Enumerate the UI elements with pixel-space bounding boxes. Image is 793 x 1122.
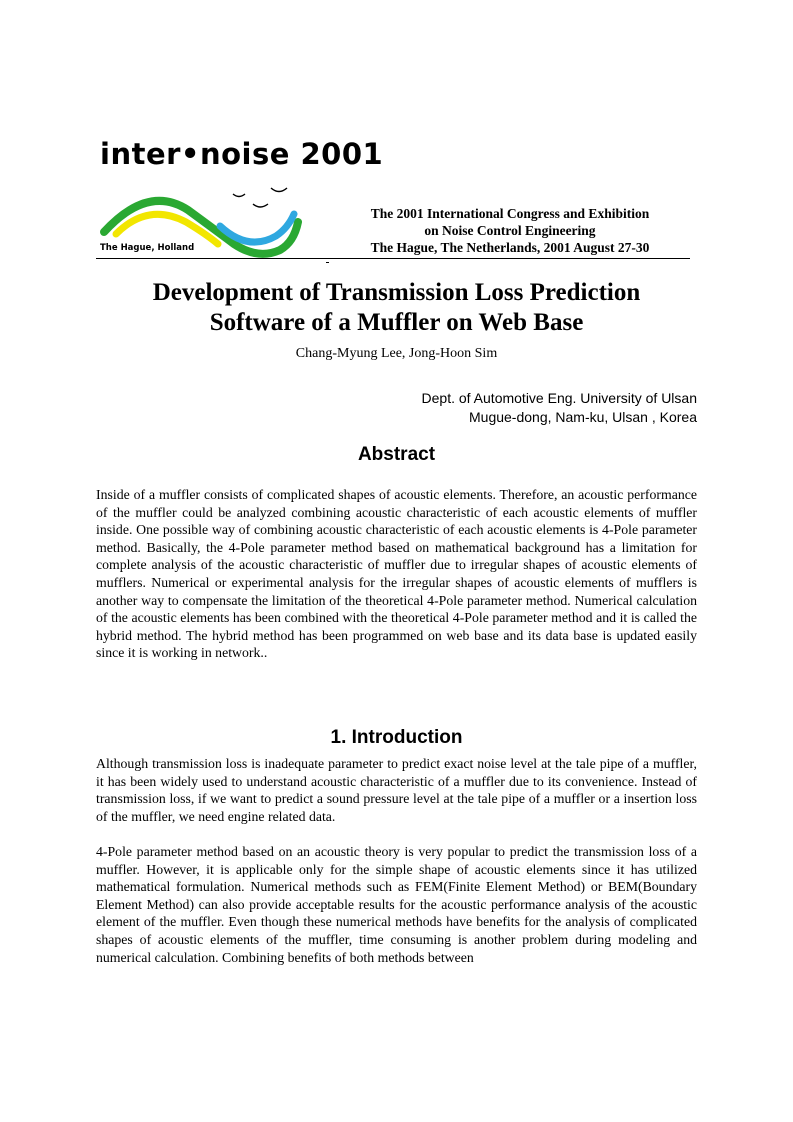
paper-authors: Chang-Myung Lee, Jong-Hoon Sim bbox=[295, 346, 498, 361]
logo-smile-2 bbox=[271, 188, 287, 192]
paper-title bbox=[96, 278, 697, 338]
logo-smile-3 bbox=[253, 204, 268, 207]
author-affiliation bbox=[300, 389, 697, 427]
introduction-paragraph-1: Although transmission loss is inadequate parameter to predict exact noise level at the tale pipe of a muffler, it has been widely used to understand acoustic characteristic of a muffler due to its convenience. Instead of transmission loss, if we want to predict a sound pressure level at the tale pipe of a muffler or a insertion loss of the muffler, we need engine related data. bbox=[96, 756, 697, 824]
conference-line-1: The 2001 International Congress and Exhibition bbox=[370, 206, 650, 221]
logo-city-label: The Hague, Holland bbox=[100, 243, 195, 253]
header-divider-mark bbox=[326, 262, 329, 263]
conference-line-3: The Hague, The Netherlands, 2001 August 27-30 bbox=[370, 240, 650, 255]
introduction-heading: 1. Introduction bbox=[330, 727, 463, 748]
paper-title-line-1: Development of Transmission Loss Prediction bbox=[152, 279, 641, 306]
abstract-heading: Abstract bbox=[357, 444, 436, 465]
abstract-text: Inside of a muffler consists of complicated shapes of acoustic elements. Therefore, an acoustic performance of the muffler could be analyzed combining acoustic characteristic of each acoustic elements of muffler inside. One possible way of combining acoustic characteristic of each acoustic elements is 4-Pole parameter method. Basically, the 4-Pole parameter method based on mathematical background has a limitation for complete analysis of the acoustic characteristic of muffler due to irregular shapes of acoustic elements of mufflers. Numerical or experimental analysis for the irregular shapes of acoustic elements of mufflers is another way to compensate the limitation of the theoretical 4-Pole parameter method. Numerical calculation of the acoustic elements has been combined with the theoretical 4-Pole parameter method and it is called the hybrid method. The hybrid method has been programmed on web base and its data base is updated easily since it is working in network.. bbox=[96, 487, 697, 661]
affiliation-line-1: Dept. of Automotive Eng. University of Ulsan bbox=[421, 390, 697, 406]
logo-smile-1 bbox=[233, 194, 245, 197]
logo-blue-wave bbox=[220, 214, 294, 242]
paper-title-line-2: Software of a Muffler on Web Base bbox=[209, 309, 584, 336]
affiliation-line-2: Mugue-dong, Nam-ku, Ulsan , Korea bbox=[469, 409, 697, 425]
conference-line-2: on Noise Control Engineering bbox=[424, 223, 596, 238]
conference-info bbox=[335, 205, 685, 256]
introduction-paragraph-2: 4-Pole parameter method based on an acoustic theory is very popular to predict the transmission loss of a muffler. However, it is applicable only for the simple shape of acoustic elements since it has utilized mathematical formulation. Numerical methods such as FEM(Finite Element Method) or BEM(Boundary Element Method) can also provide acceptable results for the acoustic performance analysis of the acoustic element of the muffler. Even though these numerical methods have benefits for the analysis of complicated shapes of acoustic elements of the muffler, time consuming is another problem during modeling and numerical calculation. Combining benefits of both methods between bbox=[96, 844, 697, 965]
header-divider bbox=[96, 258, 690, 259]
conference-logo-wordmark: inter•noise 2001 bbox=[100, 137, 384, 171]
